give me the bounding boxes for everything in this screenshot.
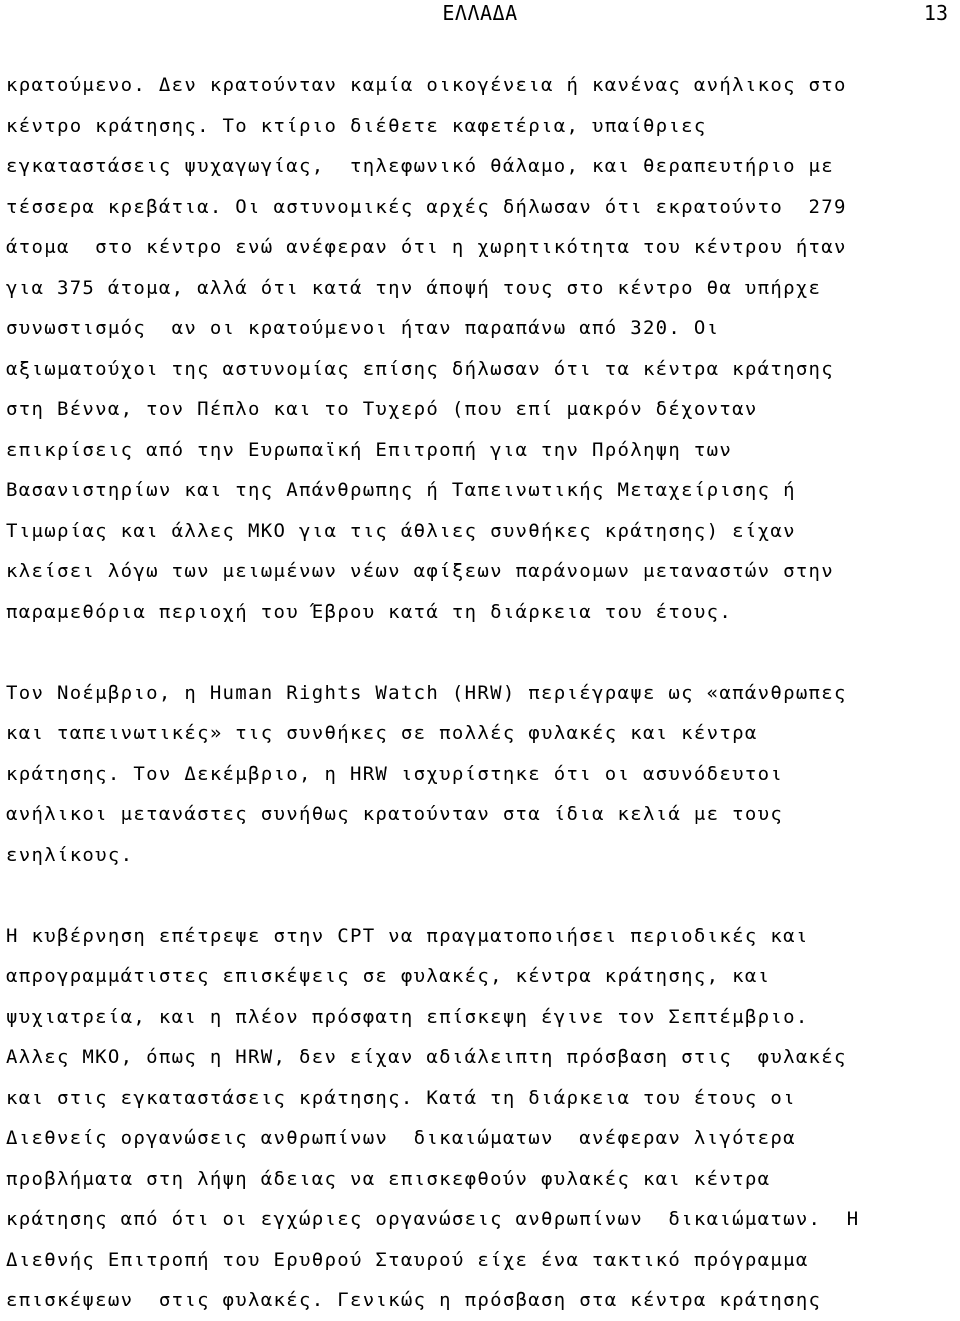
text-line: κλείσει λόγω των μειωμένων νέων αφίξεων παράνομων μεταναστών στην <box>6 560 835 582</box>
text-line: αξιωματούχοι της αστυνομίας επίσης δήλωσαν ότι τα κέντρα κράτησης <box>6 357 835 380</box>
text-line: για 375 άτομα, αλλά ότι κατά την άποψή τους στο κέντρο θα υπήρχε <box>6 276 822 299</box>
text-line: Διεθνής Επιτροπή του Ερυθρού Σταυρού είχε ένα τακτικό πρόγραμμα <box>6 1248 809 1271</box>
text-line: και ταπεινωτικές» τις συνθήκες σε πολλές φυλακές και κέντρα <box>6 722 758 744</box>
body-text <box>6 65 956 1321</box>
text-line: Τον Νοέμβριο, η Human Rights Watch (HRW) περιέγραψε ως «απάνθρωπες <box>6 681 847 704</box>
text-line: Βασανιστηρίων και της Απάνθρωπης ή Ταπεινωτικής Μεταχείρισης ή <box>6 479 796 501</box>
text-line: και στις εγκαταστάσεις κράτησης. Κατά τη διάρκεια του έτους οι <box>6 1086 796 1109</box>
text-line: κέντρο κράτησης. Το κτίριο διέθετε καφετέρια, υπαίθριες <box>6 114 707 137</box>
text-line: κράτησης από ότι οι εγχώριες οργανώσεις ανθρωπίνων δικαιώματων. Η <box>6 1208 860 1230</box>
text-line: ανήλικοι μετανάστες συνήθως κρατούνταν στα ίδια κελιά με τους <box>6 803 784 825</box>
text-line: άτομα στο κέντρο ενώ ανέφεραν ότι η χωρητικότητα του κέντρου ήταν <box>6 236 847 258</box>
text-line: Η κυβέρνηση επέτρεψε στην CPT να πραγματοποιήσει περιοδικές και <box>6 924 809 947</box>
text-line: τέσσερα κρεβάτια. Οι αστυνομικές αρχές δήλωσαν ότι εκρατούντο 279 <box>6 195 847 218</box>
text-line: επισκέψεων στις φυλακές. Γενικώς η πρόσβαση στα κέντρα κράτησης <box>6 1289 822 1311</box>
text-line: κράτησης. Τον Δεκέμβριο, η HRW ισχυρίστηκε ότι οι ασυνόδευτοι <box>6 762 784 785</box>
text-line: προβλήματα στη λήψη άδειας να επισκεφθούν φυλακές και κέντρα <box>6 1167 771 1190</box>
page-header-title: ΕΛΛΑΔΑ <box>442 1 518 25</box>
text-line: ψυχιατρεία, και η πλέον πρόσφατη επίσκεψη έγινε τον Σεπτέμβριο. <box>6 1005 809 1028</box>
page-number: 13 <box>923 1 948 25</box>
paragraph-3 <box>6 916 956 1321</box>
text-line: κρατούμενο. Δεν κρατούνταν καμία οικογένεια ή κανένας ανήλικος στο <box>6 74 847 96</box>
text-line: Διεθνείς οργανώσεις ανθρωπίνων δικαιώματων ανέφεραν λιγότερα <box>6 1127 796 1149</box>
text-line: Τιμωρίας και άλλες ΜΚΟ για τις άθλιες συνθήκες κράτησης) είχαν <box>6 519 796 542</box>
text-line: εγκαταστάσεις ψυχαγωγίας, τηλεφωνικό θάλαμο, και θεραπευτήριο με <box>6 155 835 177</box>
text-line: Αλλες ΜΚΟ, όπως η HRW, δεν είχαν αδιάλειπτη πρόσβαση στις φυλακές <box>6 1046 847 1068</box>
text-line: συνωστισμός αν οι κρατούμενοι ήταν παραπάνω από 320. Οι <box>6 317 720 339</box>
text-line: παραμεθόρια περιοχή του Έβρου κατά τη διάρκεια του έτους. <box>6 600 733 623</box>
paragraph-1 <box>6 65 956 632</box>
paragraph-2 <box>6 673 956 876</box>
text-line: επικρίσεις από την Ευρωπαϊκή Επιτροπή για την Πρόληψη των <box>6 438 733 461</box>
text-line: ενηλίκους. <box>6 843 134 866</box>
text-line: στη Βέννα, τον Πέπλο και το Τυχερό (που επί μακρόν δέχονταν <box>6 398 758 420</box>
text-line: απρογραμμάτιστες επισκέψεις σε φυλακές, κέντρα κράτησης, και <box>6 965 771 987</box>
